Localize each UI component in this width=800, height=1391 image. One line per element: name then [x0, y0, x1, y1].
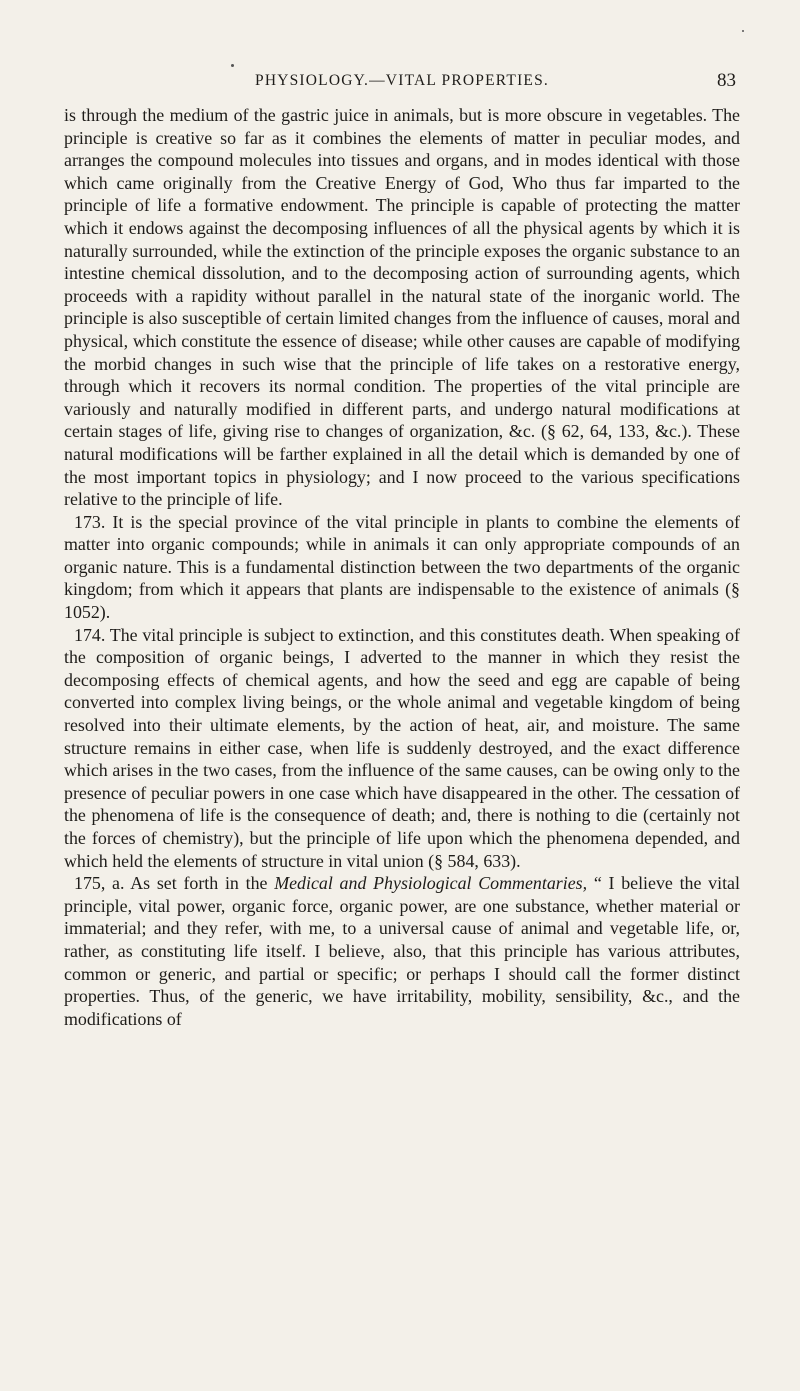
paragraph-continued: is through the medium of the gastric juice in animals, but is more obscure in vegetables. The principle is creative so far as it combines the elements of matter in peculiar modes, and arranges the compound molecules into tissues and organs, and in modes identical with those which came originally from the Creative Energy of God, Who thus far imparted to the principle of life a formative endowment. The principle is capable of protecting the matter which it endows against the decomposing influences of all the physical agents by which it is naturally surrounded, while the extinction of the principle exposes the organic substance to an intestine chemical dissolution, and to the decomposing action of surrounding agents, which proceeds with a rapidity without parallel in the natural state of the inorganic world. The principle is also susceptible of certain limited changes from the influence of causes, moral and physical, which constitute the essence of disease; while other causes are capable of modifying the morbid changes in such wise that the principle of life takes on a restorative energy, through which it recovers its normal condition. The properties of the vital principle are variously and naturally modified in different parts, and undergo natural modifications at certain stages of life, giving rise to changes of organization, &c. (§ 62, 64, 133, &c.). These natural modifications will be farther explained in all the detail which is demanded by one of the most important topics in physiology; and I now proceed to the various specifications relative to the principle of life.: [64, 105, 740, 510]
paragraph-175a-rest: “ I believe the vital principle, vital power, organic force, organic power, are one substance, whether material or immaterial; and they refer, with me, to a universal cause of animal and vegetable life, or, rather, as constituting life itself. I believe, also, that this principle has various attributes, common or generic, and partial or specific; or perhaps I should call the former distinct properties. Thus, of the generic, we have irritability, mobility, sensibility, &c., and the modifications of: [64, 873, 740, 1029]
ink-speck: [231, 64, 234, 67]
body-text: [64, 104, 740, 1030]
paragraph-173: 173. It is the special province of the vital principle in plants to combine the elements of matter into organic compounds; while in animals it can only appropriate compounds of an organic nature. This is a fundamental distinction between the two departments of the organic kingdom; from which it appears that plants are indispensable to the existence of animals (§ 1052).: [64, 511, 740, 623]
paragraph-175a: [64, 872, 740, 1030]
paragraph-175a-lead: 175, a. As set forth in the: [74, 873, 275, 894]
ink-speck: [742, 30, 744, 32]
work-title-italic: Medical and Physiological Commentaries,: [274, 873, 588, 894]
running-title: PHYSIOLOGY.—VITAL PROPERTIES.: [255, 72, 549, 89]
page-number: 83: [717, 70, 736, 91]
running-header: [64, 72, 740, 100]
paragraph-174: 174. The vital principle is subject to extinction, and this constitutes death. When speaking of the composition of organic beings, I adverted to the manner in which they resist the decomposing effects of chemical agents, and how the seed and egg are capable of being converted into complex living beings, or the whole animal and vegetable kingdom of being resolved into their ultimate elements, by the action of heat, air, and moisture. The same structure remains in either case, when life is suddenly destroyed, and the exact difference which arises in the two cases, from the influence of the same causes, can be owing only to the presence of peculiar powers in one case which have disappeared in the other. The cessation of the phenomena of life is the consequence of death; and, there is nothing to die (certainly not the forces of chemistry), but the principle of life upon which the phenomena depended, and which held the elements of structure in vital union (§ 584, 633).: [64, 624, 740, 871]
